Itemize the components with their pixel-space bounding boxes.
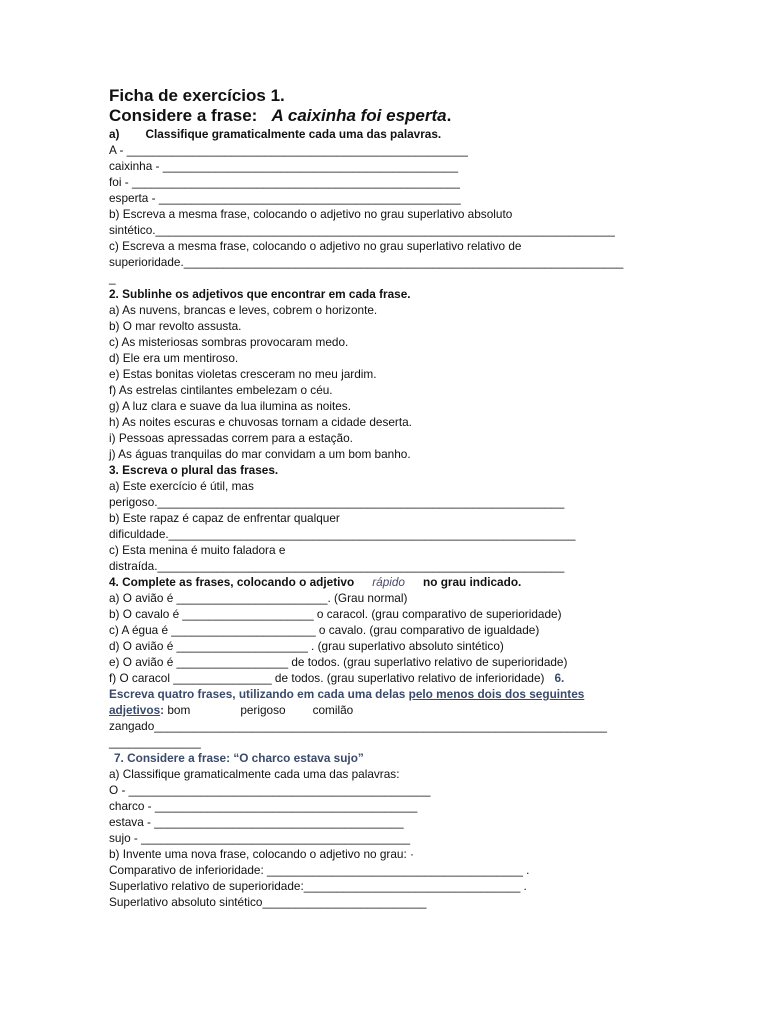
- q7-degree-line[interactable]: Superlativo absoluto sintético_________________________: [109, 895, 427, 909]
- q1-heading-label: Considere a frase:: [109, 106, 258, 125]
- q3-answer-line[interactable]: dificuldade.______________________________________________________________: [109, 527, 576, 541]
- q7-line-o[interactable]: O - ______________________________________________: [109, 783, 431, 797]
- q4-item[interactable]: c) A égua é ______________________ o cavalo. (grau comparativo de igualdade): [109, 623, 540, 637]
- q1-b: b) Escreva a mesma frase, colocando o adjetivo no grau superlativo absoluto: [109, 207, 513, 221]
- q3-item: a) Este exercício é útil, mas: [109, 479, 254, 493]
- q7-degree-line[interactable]: Comparativo de inferioridade: _______________________________________ .: [109, 863, 530, 877]
- q2-item: e) Estas bonitas violetas cresceram no meu jardim.: [109, 367, 377, 381]
- q2-item: g) A luz clara e suave da lua ilumina as noites.: [109, 399, 351, 413]
- q1-line-esperta[interactable]: esperta - ______________________________________________: [109, 191, 461, 205]
- q1-line-caixinha[interactable]: caixinha - _____________________________________________: [109, 159, 459, 173]
- q1-c-line-cont: _: [109, 271, 116, 285]
- q6-adjectives: adjetivos: bom perigoso comilão: [109, 703, 354, 717]
- q2-heading: 2. Sublinhe os adjetivos que encontrar em cada frase.: [109, 287, 411, 301]
- q3-answer-line[interactable]: distraída.______________________________________________________________: [109, 559, 565, 573]
- q6-answer-line[interactable]: zangado_____________________________________________________________________: [109, 719, 607, 733]
- q7-heading: 7. Considere a frase: “O charco estava sujo”: [114, 751, 364, 765]
- q4-adjective: rápido: [372, 575, 405, 589]
- q4-heading: 4. Complete as frases, colocando o adjetivo rápido no grau indicado.: [109, 575, 522, 589]
- worksheet-page: [109, 86, 669, 910]
- q6-adjective: comilão: [312, 703, 354, 717]
- q7-b: b) Invente uma nova frase, colocando o adjetivo no grau: ·: [109, 847, 414, 861]
- q3-answer-line[interactable]: perigoso.______________________________________________________________: [109, 495, 565, 509]
- q1-heading: Considere a frase: A caixinha foi esperta.: [109, 106, 452, 125]
- q2-item: c) As misteriosas sombras provocaram medo.: [109, 335, 349, 349]
- q6-answer-line-2[interactable]: ______________: [109, 735, 201, 749]
- q1-sentence: A caixinha foi esperta: [271, 106, 447, 125]
- q2-item: d) Ele era um mentiroso.: [109, 351, 239, 365]
- q4-item[interactable]: b) O cavalo é ____________________ o caracol. (grau comparativo de superioridade): [109, 607, 562, 621]
- q3-item: c) Esta menina é muito faladora e: [109, 543, 286, 557]
- q4-item-last[interactable]: f) O caracol _______________ de todos. (grau superlativo relativo de inferioridade) 6.: [109, 671, 565, 685]
- q1-c: c) Escreva a mesma frase, colocando o adjetivo no grau superlativo relativo de: [109, 239, 522, 253]
- q4-item[interactable]: d) O avião é ____________________ . (grau superlativo absoluto sintético): [109, 639, 504, 653]
- q7-line-estava[interactable]: estava - ______________________________________: [109, 815, 404, 829]
- q1-b-line[interactable]: sintético.______________________________________________________________________: [109, 223, 615, 237]
- q7-degree-line[interactable]: Superlativo relativo de superioridade:_________________________________ .: [109, 879, 527, 893]
- q2-item: f) As estrelas cintilantes embelezam o céu.: [109, 383, 333, 397]
- q6-number: 6.: [554, 671, 565, 685]
- q1-line-foi[interactable]: foi - __________________________________________________: [109, 175, 460, 189]
- q4-item[interactable]: e) O avião é _________________ de todos. (grau superlativo relativo de superioridade): [109, 655, 568, 669]
- q4-item[interactable]: a) O avião é _______________________. (Grau normal): [109, 591, 408, 605]
- q7-line-charco[interactable]: charco - ________________________________________: [109, 799, 418, 813]
- q2-item: i) Pessoas apressadas correm para a estação.: [109, 431, 353, 445]
- q6-adjective: perigoso: [240, 703, 286, 717]
- q2-item: h) As noites escuras e chuvosas tornam a cidade deserta.: [109, 415, 412, 429]
- q1-line-a[interactable]: A - ____________________________________________________: [109, 143, 468, 157]
- q6-heading: Escreva quatro frases, utilizando em cada uma delas pelo menos dois dos seguintes: [109, 687, 585, 701]
- q1-c-line[interactable]: superioridade.___________________________________________________________________: [109, 255, 624, 269]
- worksheet-title: Ficha de exercícios 1.: [109, 86, 285, 105]
- q7-line-sujo[interactable]: sujo - _________________________________________: [109, 831, 411, 845]
- q3-heading: 3. Escreva o plural das frases.: [109, 463, 279, 477]
- q2-item: a) As nuvens, brancas e leves, cobrem o horizonte.: [109, 303, 378, 317]
- q3-item: b) Este rapaz é capaz de enfrentar qualquer: [109, 511, 340, 525]
- q2-item: b) O mar revolto assusta.: [109, 319, 242, 333]
- q1-a: a) Classifique gramaticalmente cada uma das palavras.: [109, 127, 442, 141]
- q7-a: a) Classifique gramaticalmente cada uma das palavras:: [109, 767, 400, 781]
- q2-item: j) As águas tranquilas do mar convidam a um bom banho.: [109, 447, 411, 461]
- q6-adjective: bom: [167, 703, 191, 717]
